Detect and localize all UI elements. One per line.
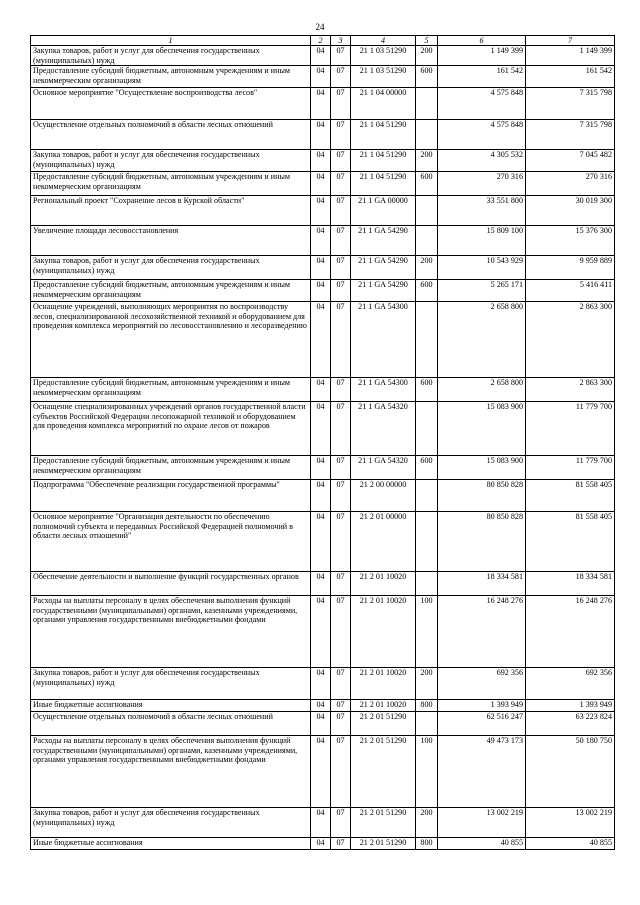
cell-rz: 04 [311,572,331,596]
cell-name: Подпрограмма "Обеспечение реализации государственной программы" [31,480,311,512]
cell-sum1: 80 850 828 [438,512,526,572]
cell-name: Иные бюджетные ассигнования [31,700,311,712]
cell-csr: 21 1 GA 00000 [351,196,416,226]
cell-sum2: 1 393 949 [526,700,615,712]
cell-sum2: 270 316 [526,172,615,196]
table-body [31,46,615,850]
cell-csr: 21 2 01 10020 [351,596,416,668]
table-row [31,456,615,480]
cell-sum1: 1 393 949 [438,700,526,712]
cell-vr [416,302,438,378]
cell-name: Иные бюджетные ассигнования [31,838,311,850]
cell-sum1: 33 551 800 [438,196,526,226]
cell-pr: 07 [331,838,351,850]
cell-csr: 21 2 01 10020 [351,700,416,712]
cell-vr [416,480,438,512]
cell-vr [416,196,438,226]
cell-sum2: 81 558 405 [526,512,615,572]
cell-sum2: 18 334 581 [526,572,615,596]
cell-sum2: 7 315 798 [526,88,615,120]
cell-csr: 21 2 01 10020 [351,572,416,596]
cell-name: Предоставление субсидий бюджетным, автономным учреждениям и иным некоммерческим организациям [31,378,311,402]
cell-csr: 21 2 01 51290 [351,736,416,808]
table-row [31,712,615,736]
cell-name: Расходы на выплаты персоналу в целях обеспечения выполнения функций государственными (муниципальными) органами, казенными учреждениями, органами управления государственными внебюджетными фондами [31,596,311,668]
cell-sum2: 7 315 798 [526,120,615,150]
cell-csr: 21 2 01 51290 [351,838,416,850]
table-row [31,120,615,150]
header-cell: 7 [526,36,615,46]
cell-sum2: 2 863 300 [526,302,615,378]
cell-sum2: 2 863 300 [526,378,615,402]
cell-pr: 07 [331,172,351,196]
cell-rz: 04 [311,46,331,66]
cell-sum1: 49 473 173 [438,736,526,808]
cell-sum1: 270 316 [438,172,526,196]
table-row [31,172,615,196]
cell-name: Оснащение учреждений, выполняющих мероприятия по воспроизводству лесов, специализированной лесохозяйственной техникой и оборудованием для проведения комплекса мероприятий по лесовосстановлению и лесоразведению [31,302,311,378]
table-row [31,480,615,512]
cell-vr: 200 [416,808,438,838]
cell-csr: 21 1 03 51290 [351,66,416,88]
cell-pr: 07 [331,302,351,378]
cell-sum1: 4 575 848 [438,88,526,120]
cell-sum1: 5 265 171 [438,280,526,302]
cell-pr: 07 [331,46,351,66]
cell-pr: 07 [331,378,351,402]
cell-name: Осуществление отдельных полномочий в области лесных отношений [31,120,311,150]
cell-pr: 07 [331,66,351,88]
cell-name: Увеличение площади лесовосстановления [31,226,311,256]
cell-name: Предоставление субсидий бюджетным, автономным учреждениям и иным некоммерческим организациям [31,280,311,302]
cell-sum1: 15 083 900 [438,456,526,480]
cell-vr: 800 [416,700,438,712]
cell-sum1: 15 809 100 [438,226,526,256]
cell-pr: 07 [331,196,351,226]
cell-sum1: 4 575 848 [438,120,526,150]
cell-csr: 21 2 00 00000 [351,480,416,512]
cell-sum1: 13 002 219 [438,808,526,838]
cell-sum1: 161 542 [438,66,526,88]
table-row [31,668,615,700]
cell-name: Закупка товаров, работ и услуг для обеспечения государственных (муниципальных) нужд [31,808,311,838]
cell-pr: 07 [331,226,351,256]
cell-rz: 04 [311,736,331,808]
cell-sum1: 692 356 [438,668,526,700]
cell-csr: 21 1 GA 54290 [351,256,416,280]
cell-csr: 21 1 GA 54300 [351,302,416,378]
cell-pr: 07 [331,120,351,150]
cell-vr: 600 [416,172,438,196]
cell-name: Основное мероприятие "Осуществление воспроизводства лесов" [31,88,311,120]
cell-rz: 04 [311,302,331,378]
cell-sum2: 5 416 411 [526,280,615,302]
cell-sum2: 13 002 219 [526,808,615,838]
table-row [31,808,615,838]
cell-pr: 07 [331,572,351,596]
cell-sum1: 2 658 800 [438,378,526,402]
header-cell: 3 [331,36,351,46]
cell-name: Предоставление субсидий бюджетным, автономным учреждениям и иным некоммерческим организациям [31,66,311,88]
cell-sum2: 692 356 [526,668,615,700]
cell-rz: 04 [311,196,331,226]
cell-sum1: 1 149 399 [438,46,526,66]
cell-csr: 21 1 04 51290 [351,150,416,172]
header-cell: 2 [311,36,331,46]
table-row [31,572,615,596]
cell-rz: 04 [311,512,331,572]
cell-pr: 07 [331,456,351,480]
cell-sum1: 2 658 800 [438,302,526,378]
cell-csr: 21 2 01 51290 [351,808,416,838]
cell-rz: 04 [311,256,331,280]
cell-sum1: 10 543 929 [438,256,526,280]
cell-rz: 04 [311,700,331,712]
cell-vr: 100 [416,596,438,668]
cell-sum1: 62 516 247 [438,712,526,736]
cell-name: Обеспечение деятельности и выполнение функций государственных органов [31,572,311,596]
table-row [31,280,615,302]
cell-rz: 04 [311,668,331,700]
cell-sum2: 11 779 700 [526,402,615,456]
table-row [31,700,615,712]
cell-vr: 200 [416,46,438,66]
budget-table [30,35,615,850]
cell-pr: 07 [331,256,351,280]
cell-vr: 200 [416,150,438,172]
cell-vr: 600 [416,378,438,402]
cell-csr: 21 1 GA 54290 [351,226,416,256]
cell-vr: 800 [416,838,438,850]
cell-sum2: 30 019 300 [526,196,615,226]
cell-vr [416,402,438,456]
cell-pr: 07 [331,808,351,838]
cell-sum2: 9 959 889 [526,256,615,280]
cell-rz: 04 [311,838,331,850]
table-row [31,196,615,226]
cell-vr: 600 [416,66,438,88]
header-cell: 4 [351,36,416,46]
cell-name: Региональный проект "Сохранение лесов в Курской области" [31,196,311,226]
cell-pr: 07 [331,280,351,302]
cell-name: Предоставление субсидий бюджетным, автономным учреждениям и иным некоммерческим организациям [31,456,311,480]
cell-name: Оснащение специализированных учреждений органов государственной власти субъектов Российской Федерации лесопожарной техникой и оборудованием для проведения комплекса мероприятий по охране лесов от пожаров [31,402,311,456]
cell-rz: 04 [311,456,331,480]
header-cell: 5 [416,36,438,46]
cell-sum2: 40 855 [526,838,615,850]
table-row [31,46,615,66]
cell-sum1: 80 850 828 [438,480,526,512]
cell-csr: 21 1 04 51290 [351,172,416,196]
cell-pr: 07 [331,668,351,700]
cell-csr: 21 1 GA 54320 [351,402,416,456]
table-row [31,736,615,808]
cell-csr: 21 1 04 51290 [351,120,416,150]
cell-rz: 04 [311,378,331,402]
cell-sum1: 18 334 581 [438,572,526,596]
cell-vr [416,120,438,150]
cell-sum2: 161 542 [526,66,615,88]
page-number: 24 [315,22,325,32]
cell-rz: 04 [311,172,331,196]
table-row [31,302,615,378]
table-row [31,596,615,668]
cell-name: Основное мероприятие "Организация деятельности по обеспечению полномочий субъекта и переданных Российской Федерацией полномочий в области лесных отношений" [31,512,311,572]
cell-vr: 200 [416,256,438,280]
cell-sum1: 40 855 [438,838,526,850]
cell-vr [416,712,438,736]
cell-rz: 04 [311,150,331,172]
cell-sum1: 4 305 532 [438,150,526,172]
cell-rz: 04 [311,480,331,512]
cell-pr: 07 [331,736,351,808]
cell-csr: 21 2 01 51290 [351,712,416,736]
cell-pr: 07 [331,700,351,712]
cell-rz: 04 [311,712,331,736]
cell-csr: 21 1 GA 54300 [351,378,416,402]
cell-pr: 07 [331,712,351,736]
cell-vr [416,572,438,596]
cell-sum2: 1 149 399 [526,46,615,66]
table-row [31,838,615,850]
cell-pr: 07 [331,596,351,668]
cell-csr: 21 2 01 00000 [351,512,416,572]
cell-vr: 600 [416,456,438,480]
cell-csr: 21 1 04 00000 [351,88,416,120]
cell-rz: 04 [311,226,331,256]
table-row [31,150,615,172]
cell-sum1: 16 248 276 [438,596,526,668]
cell-name: Закупка товаров, работ и услуг для обеспечения государственных (муниципальных) нужд [31,256,311,280]
cell-sum2: 50 180 750 [526,736,615,808]
cell-rz: 04 [311,402,331,456]
cell-sum2: 7 045 482 [526,150,615,172]
table-row [31,378,615,402]
header-row [31,36,615,46]
cell-name: Закупка товаров, работ и услуг для обеспечения государственных (муниципальных) нужд [31,150,311,172]
table-row [31,66,615,88]
cell-csr: 21 1 03 51290 [351,46,416,66]
table-row [31,512,615,572]
cell-pr: 07 [331,150,351,172]
cell-rz: 04 [311,808,331,838]
table-row [31,226,615,256]
cell-rz: 04 [311,596,331,668]
table-row [31,402,615,456]
cell-sum2: 16 248 276 [526,596,615,668]
cell-name: Закупка товаров, работ и услуг для обеспечения государственных (муниципальных) нужд [31,668,311,700]
cell-vr [416,88,438,120]
cell-rz: 04 [311,66,331,88]
cell-rz: 04 [311,280,331,302]
cell-vr [416,226,438,256]
cell-pr: 07 [331,88,351,120]
cell-csr: 21 1 GA 54290 [351,280,416,302]
cell-pr: 07 [331,512,351,572]
cell-vr: 600 [416,280,438,302]
cell-sum2: 15 376 300 [526,226,615,256]
cell-sum2: 11 779 700 [526,456,615,480]
cell-sum2: 81 558 405 [526,480,615,512]
cell-name: Предоставление субсидий бюджетным, автономным учреждениям и иным некоммерческим организациям [31,172,311,196]
cell-vr [416,512,438,572]
header-cell: 1 [31,36,311,46]
cell-name: Осуществление отдельных полномочий в области лесных отношений [31,712,311,736]
cell-pr: 07 [331,480,351,512]
cell-name: Закупка товаров, работ и услуг для обеспечения государственных (муниципальных) нужд [31,46,311,66]
table-row [31,256,615,280]
header-cell: 6 [438,36,526,46]
cell-rz: 04 [311,120,331,150]
cell-vr: 100 [416,736,438,808]
cell-name: Расходы на выплаты персоналу в целях обеспечения выполнения функций государственными (муниципальными) органами, казенными учреждениями, органами управления государственными внебюджетными фондами [31,736,311,808]
cell-sum2: 63 223 824 [526,712,615,736]
cell-sum1: 15 083 900 [438,402,526,456]
cell-csr: 21 1 GA 54320 [351,456,416,480]
cell-pr: 07 [331,402,351,456]
cell-vr: 200 [416,668,438,700]
table-row [31,88,615,120]
cell-csr: 21 2 01 10020 [351,668,416,700]
cell-rz: 04 [311,88,331,120]
